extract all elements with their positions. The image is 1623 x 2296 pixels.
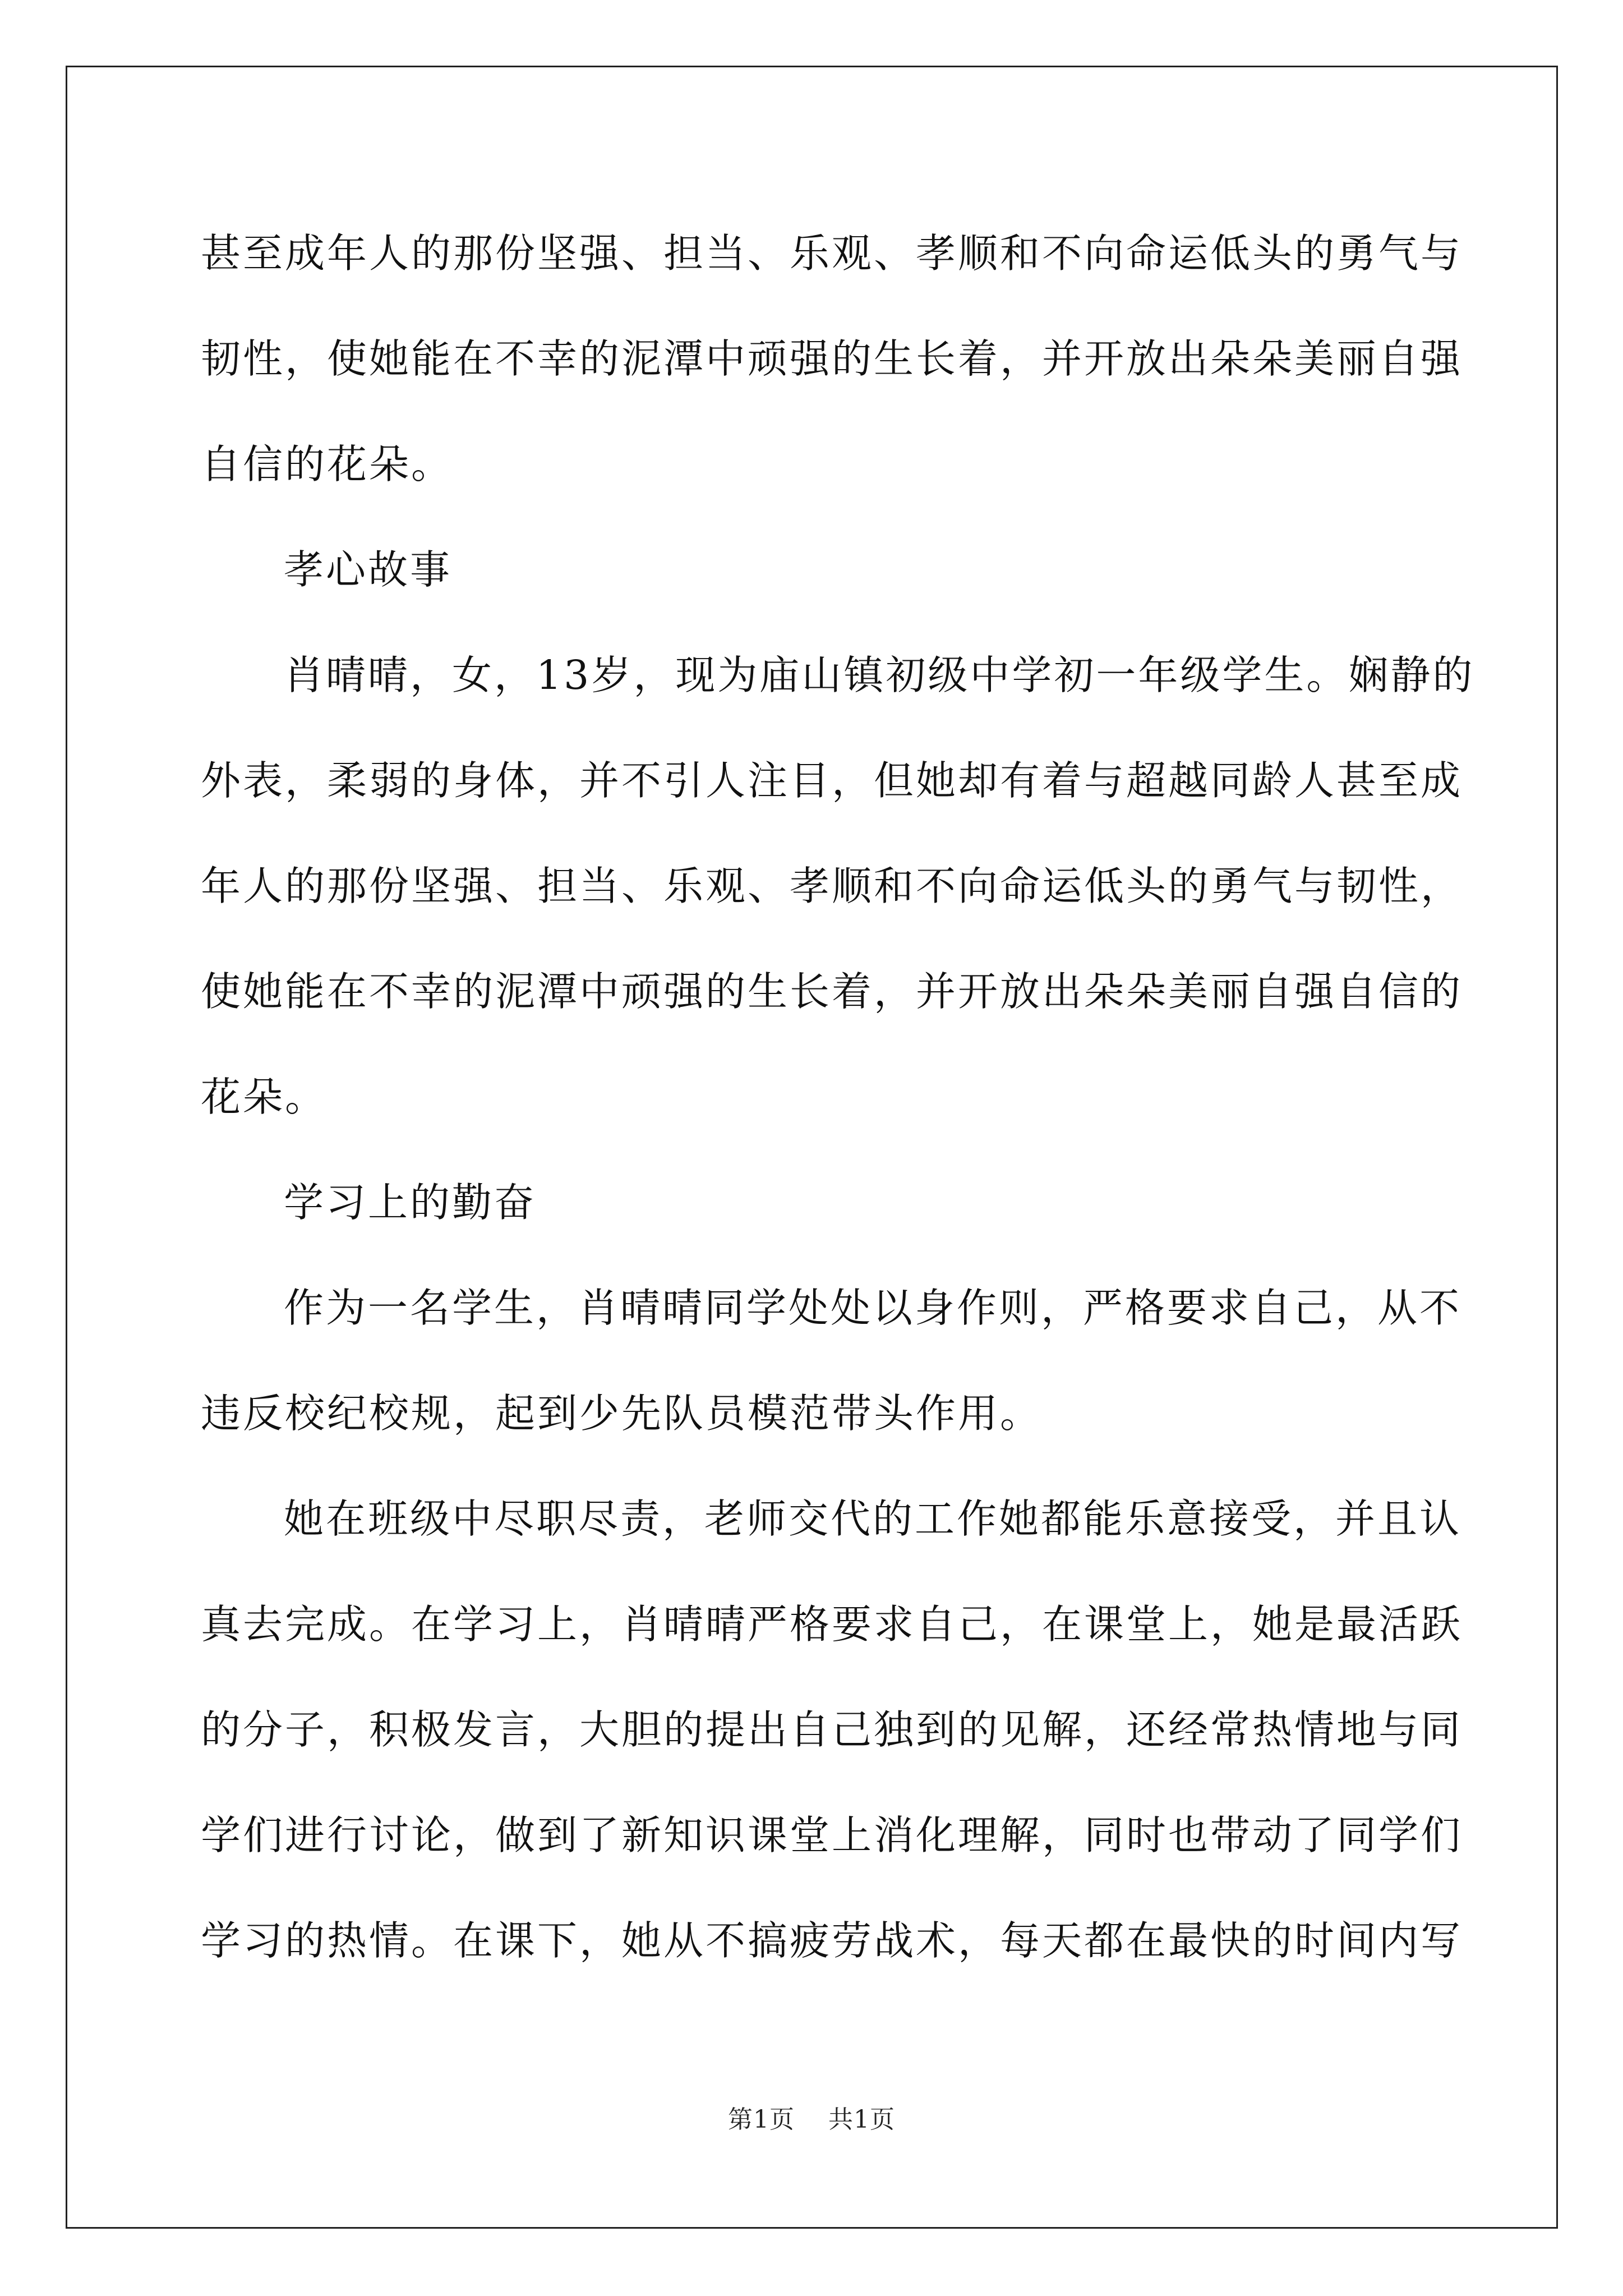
text-line: 违反校纪校规，起到少先队员模范带头作用。 <box>201 1390 1043 1437</box>
text-line: 甚至成年人的那份坚强、担当、乐观、孝顺和不向命运低头的勇气与 <box>201 230 1463 277</box>
text-line: 韧性，使她能在不幸的泥潭中顽强的生长着，并开放出朵朵美丽自强 <box>201 335 1463 382</box>
text-line: 花朵。 <box>201 1074 328 1120</box>
text-line: 的分子，积极发言，大胆的提出自己独到的见解，还经常热情地与同 <box>201 1706 1463 1753</box>
page-number-total: 共1页 <box>828 2105 895 2134</box>
text-line: 外表，柔弱的身体，并不引人注目，但她却有着与超越同龄人甚至成 <box>201 757 1463 804</box>
text-line: 使她能在不幸的泥潭中顽强的生长着，并开放出朵朵美丽自强自信的 <box>201 968 1463 1015</box>
text-line: 真去完成。在学习上，肖晴晴严格要求自己，在课堂上，她是最活跃 <box>201 1601 1463 1648</box>
text-line: 学们进行讨论，做到了新知识课堂上消化理解，同时也带动了同学们 <box>201 1812 1463 1858</box>
text-line: 肖晴晴，女，13岁，现为庙山镇初级中学初一年级学生。娴静的 <box>284 652 1475 698</box>
document-body <box>201 201 1475 1994</box>
section-heading-diligent-study: 学习上的勤奋 <box>284 1179 537 1226</box>
text-line: 自信的花朵。 <box>201 441 454 487</box>
text-line: 学习的热情。在课下，她从不搞疲劳战术，每天都在最快的时间内写 <box>201 1917 1463 1964</box>
page-number-current: 第1页 <box>728 2105 795 2134</box>
section-heading-filial-story: 孝心故事 <box>284 546 453 593</box>
text-line: 作为一名学生，肖晴晴同学处处以身作则，严格要求自己，从不 <box>284 1285 1462 1331</box>
page-footer <box>0 2099 1623 2135</box>
text-line: 她在班级中尽职尽责，老师交代的工作她都能乐意接受，并且认 <box>284 1496 1462 1542</box>
text-line: 年人的那份坚强、担当、乐观、孝顺和不向命运低头的勇气与韧性， <box>201 863 1463 909</box>
